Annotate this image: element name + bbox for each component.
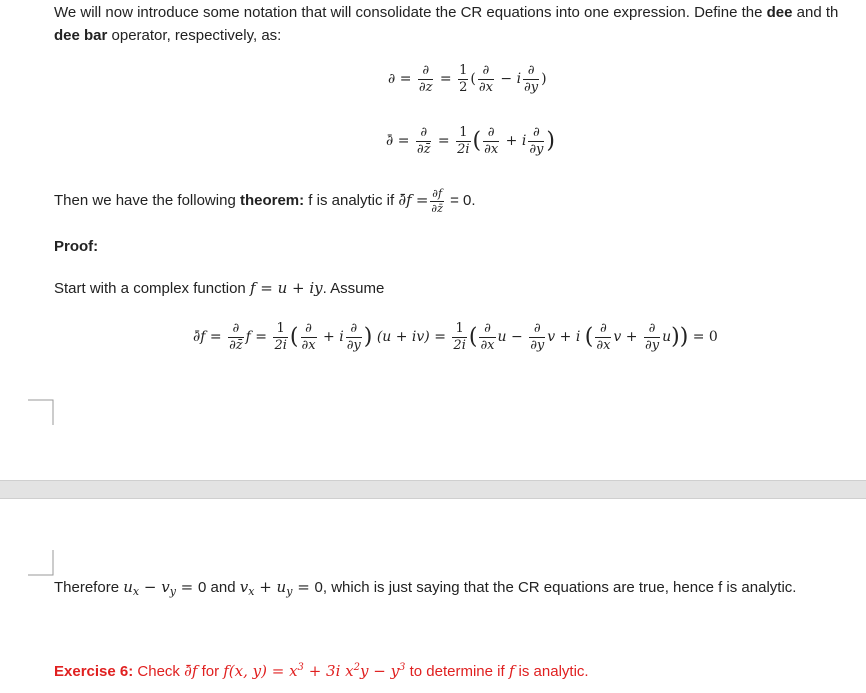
v: v — [613, 329, 622, 346]
sup: 2 — [353, 662, 360, 673]
factor: (u + iv) — [376, 329, 430, 346]
den: ∂z̄ — [229, 337, 243, 353]
paren-close: ) — [671, 324, 680, 350]
sub: x — [248, 585, 255, 598]
equals: = — [439, 71, 452, 88]
num: ∂ — [232, 321, 240, 336]
paren-close: ) — [541, 71, 547, 88]
frac-d-dy — [644, 322, 660, 352]
equals: = — [399, 71, 412, 88]
dee-term: dee — [766, 4, 793, 21]
num: ∂ — [420, 125, 428, 140]
paren-open: ( — [470, 71, 476, 88]
den: ∂y — [524, 79, 539, 95]
theorem-lhs: ∂̄f — [398, 191, 412, 210]
num: 1 — [276, 321, 285, 336]
equals: = — [415, 191, 429, 210]
intro-text: We will now introduce some notation that will consolidate the CR equations into one expression. Define the — [54, 4, 767, 21]
corner-mark-bottom — [27, 549, 55, 577]
den: ∂z̄ — [431, 201, 443, 215]
frac-1-2i — [452, 322, 466, 352]
num: ∂ — [533, 321, 541, 336]
paren-open: ( — [468, 324, 478, 350]
plus: + — [559, 329, 572, 346]
den: 2i — [453, 337, 466, 353]
intro-rest: operator, respectively, as: — [107, 27, 282, 44]
equals: = — [434, 329, 446, 346]
minus: − — [511, 329, 523, 346]
den: ∂x — [596, 337, 611, 353]
text: is analytic. — [514, 663, 589, 680]
frac-1-2i — [273, 322, 287, 352]
den: 2i — [457, 141, 470, 157]
frac-d-dy — [523, 64, 539, 94]
num: 1 — [455, 321, 464, 336]
plus: + — [625, 329, 638, 346]
sub: y — [286, 585, 293, 598]
m: = — [292, 578, 315, 596]
frac-d-dzbar — [416, 126, 432, 156]
frac-d-dy — [528, 126, 544, 156]
proof-label — [54, 238, 98, 255]
frac-d-dy — [529, 322, 545, 352]
paren-close: ) — [679, 324, 689, 350]
equals: = — [209, 329, 222, 346]
m: + u — [254, 578, 287, 596]
v: v — [547, 329, 556, 346]
den: ∂y — [529, 141, 544, 157]
lhs: ∂̄f — [193, 329, 206, 346]
m: u — [123, 578, 133, 596]
den: ∂y — [346, 337, 361, 353]
frac-half — [458, 64, 468, 94]
text: 0 and — [198, 579, 240, 596]
imag-unit: i — [575, 329, 581, 346]
equation-dee — [388, 64, 547, 94]
u: u — [497, 329, 507, 346]
equation-derivation — [193, 322, 718, 352]
frac-d-dz — [418, 64, 434, 94]
num: 1 — [459, 63, 468, 78]
den: ∂z̄ — [416, 141, 431, 157]
paren-close: ) — [546, 128, 555, 154]
theorem-text: Then we have the following — [54, 192, 240, 210]
frac-d-dx — [478, 64, 494, 94]
plus: + — [505, 133, 518, 150]
imag-unit: i — [516, 71, 522, 88]
den: ∂x — [301, 337, 316, 353]
sup: 3 — [297, 662, 304, 673]
frac-df-dzbar — [430, 188, 443, 214]
text: 0, which is just saying that the CR equations are true, hence f is analytic. — [314, 579, 797, 596]
corner-mark-top — [27, 399, 55, 427]
num: ∂ — [487, 125, 495, 140]
plus: + — [323, 329, 335, 346]
den: ∂z — [418, 79, 433, 95]
frac-d-dx — [483, 126, 499, 156]
frac-d-dx — [479, 322, 495, 352]
proof-text: Proof: — [54, 238, 99, 255]
num: 1 — [459, 125, 468, 140]
start-math: f = u + iy — [249, 279, 323, 297]
paren-open: ( — [472, 128, 482, 154]
exercise-label: Exercise 6: — [54, 663, 134, 680]
theorem-end: = 0. — [450, 192, 476, 210]
sup: 3 — [399, 662, 406, 673]
conclusion-line — [54, 578, 796, 598]
start-text: Start with a complex function — [54, 280, 250, 297]
num: ∂ — [422, 63, 430, 78]
start-line — [54, 279, 384, 297]
paren-open: ( — [584, 324, 594, 350]
num: ∂ — [305, 321, 312, 336]
equals: = — [397, 133, 410, 150]
dee-bar-term: dee bar — [54, 27, 108, 44]
intro-line-2 — [54, 27, 281, 44]
intro-and: and th — [792, 4, 839, 21]
result: = 0 — [692, 329, 718, 346]
num: ∂ — [648, 321, 656, 336]
m: − v — [139, 578, 170, 596]
theorem-line — [54, 188, 476, 214]
m: v — [239, 578, 249, 596]
den: ∂x — [478, 79, 493, 95]
page-break-separator — [0, 480, 866, 499]
num: ∂f — [432, 187, 443, 200]
u: u — [662, 329, 672, 346]
imag-unit: i — [521, 133, 527, 150]
equals: = — [437, 133, 450, 150]
num: ∂ — [600, 321, 607, 336]
theorem-text-2: f is analytic if — [304, 192, 399, 210]
num: ∂ — [484, 321, 491, 336]
den: ∂y — [644, 337, 660, 353]
equation-dee-bar — [386, 126, 555, 156]
sub: y — [169, 585, 176, 598]
intro-line-1 — [54, 4, 838, 21]
theorem-term: theorem: — [239, 192, 305, 210]
dee-symbol: ∂ — [388, 71, 396, 88]
imag-unit: i — [339, 329, 344, 346]
den: 2i — [274, 337, 287, 353]
minus: − — [500, 71, 513, 88]
frac-d-dx — [301, 322, 317, 352]
text: to determine if — [405, 663, 509, 680]
den: 2 — [459, 79, 468, 95]
text: Check — [133, 663, 185, 680]
m: + 3i x — [303, 662, 354, 680]
paren-close: ) — [363, 324, 373, 350]
equals: = — [255, 329, 268, 346]
sub: x — [132, 585, 140, 598]
paren-open: ( — [289, 324, 299, 350]
f: f — [245, 329, 251, 346]
m: = — [175, 578, 199, 596]
exercise-line — [54, 662, 589, 680]
frac-d-dzbar — [228, 322, 244, 352]
num: ∂ — [350, 321, 358, 336]
den: ∂x — [484, 141, 499, 157]
den: ∂x — [480, 337, 495, 353]
num: ∂ — [482, 63, 490, 78]
frac-d-dx — [595, 322, 611, 352]
text: Therefore — [54, 579, 124, 596]
num: ∂ — [533, 125, 540, 140]
m: f(x, y) = x — [223, 662, 298, 680]
m: y − y — [359, 662, 400, 680]
dee-bar-symbol: ∂̄ — [386, 133, 394, 150]
frac-1-2i — [456, 126, 470, 156]
frac-d-dy — [346, 322, 362, 352]
num: ∂ — [527, 63, 535, 78]
m: f — [508, 662, 515, 680]
text: for — [197, 663, 224, 680]
den: ∂y — [530, 337, 545, 353]
start-assume: . Assume — [322, 280, 385, 297]
m: ∂̄f — [184, 662, 198, 680]
